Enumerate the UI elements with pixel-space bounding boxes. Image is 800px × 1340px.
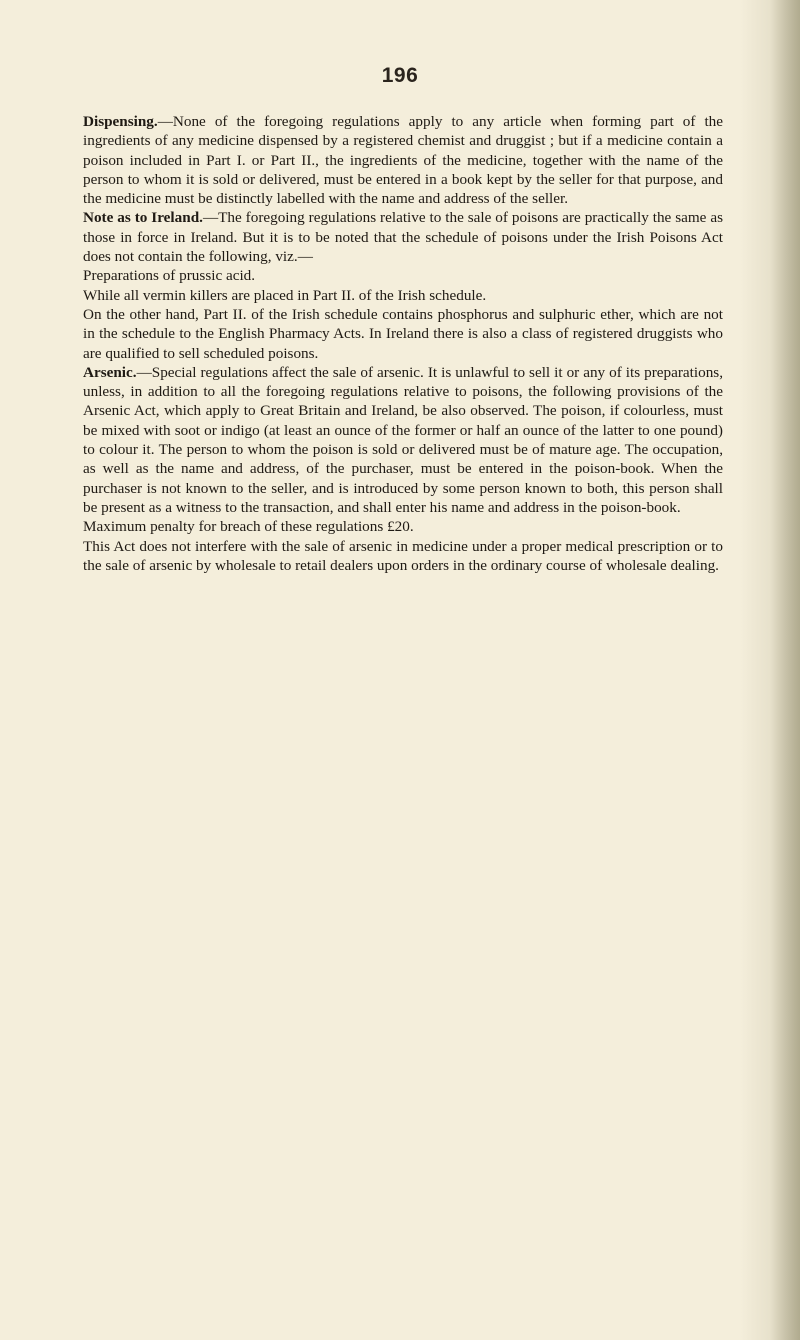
page-edge-shadow bbox=[770, 0, 800, 1340]
paragraph-text: —None of the foregoing regulations apply to any article when forming part of the ingredients of any medicine dispensed by a registered chemist and druggist ; but if a medicine contain a poison included in Part I. or Part II., the ingredients of the medicine, together with the name of the person to whom it is sold or delivered, must be entered in a book kept by the seller for that purpose, and the medicine must be distinctly labelled with the name and address of the seller. bbox=[83, 113, 723, 208]
paragraph-text: —Special regulations affect the sale of arsenic. It is unlawful to sell it or any of its preparations, unless, in addition to all the foregoing regulations relative to poisons, the following provisions of the Arsenic Act, which apply to Great Britain and Ireland, be also observed. The poison, if colourless, must be mixed with soot or indigo (at least an ounce of the former or half an ounce of the latter to one pound) to colour it. The person to whom the poison is sold or delivered must be of mature age. The occupation, as well as the name and address, of the purchaser, must be entered in the poison-book. When the purchaser is not known to the seller, and is introduced by some person known to both, this person shall be present as a witness to the transaction, and shall enter his name and address in the poison-book. bbox=[83, 363, 723, 516]
paragraph-text: This Act does not interfere with the sale of arsenic in medicine under a proper medical prescription or to the sale of arsenic by wholesale to retail dealers upon orders in the ordinary course of wholesale dealing. bbox=[83, 537, 723, 574]
heading-dispensing: Dispensing. bbox=[83, 113, 158, 130]
paragraph-text: On the other hand, Part II. of the Irish schedule contains phosphorus and sulphuric ether, which are not in the schedule to the English Pharmacy Acts. In Ireland there is also a class of registered druggists who are qualified to sell scheduled poisons. bbox=[83, 305, 723, 362]
paragraph-text: While all vermin killers are placed in Part II. of the Irish schedule. bbox=[83, 286, 487, 304]
paragraph-arsenic bbox=[83, 363, 723, 517]
body-text bbox=[83, 112, 723, 575]
paragraph-wholesale bbox=[83, 537, 723, 576]
page-number: 196 bbox=[381, 64, 419, 87]
heading-note-ireland: Note as to Ireland. bbox=[83, 209, 203, 227]
paragraph-text: Maximum penalty for breach of these regulations £20. bbox=[83, 518, 414, 536]
paragraph-prussic-acid bbox=[83, 266, 723, 285]
paragraph-vermin-killers bbox=[83, 286, 723, 305]
paragraph-text: —The foregoing regulations relative to the sale of poisons are practically the same as those in force in Ireland. But it is to be noted that the schedule of poisons under the Irish Poisons Act does not contain the following, viz.— bbox=[83, 209, 723, 266]
paragraph-irish-schedule bbox=[83, 305, 723, 363]
paragraph-text: Preparations of prussic acid. bbox=[83, 267, 256, 285]
paragraph-penalty bbox=[83, 517, 723, 536]
heading-arsenic: Arsenic. bbox=[83, 363, 137, 381]
paragraph-dispensing bbox=[83, 112, 723, 208]
paragraph-note-ireland bbox=[83, 208, 723, 266]
